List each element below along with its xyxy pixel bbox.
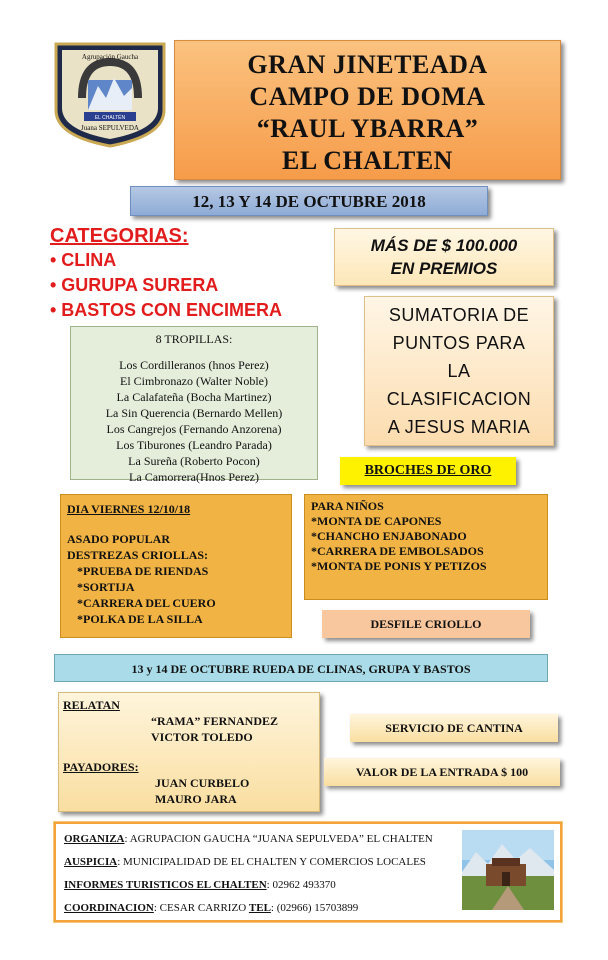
- desfile-criollo-label: DESFILE CRIOLLO: [322, 610, 530, 638]
- ninos-box: [304, 494, 548, 600]
- categorias-heading: CATEGORIAS:: [50, 225, 189, 247]
- tropilla-item: Los Cordilleranos (hnos Perez): [119, 358, 269, 372]
- broches-de-oro-label: BROCHES DE ORO: [340, 457, 516, 485]
- organiza-value: : AGRUPACION GAUCHA “JUANA SEPULVEDA” EL CHALTEN: [124, 833, 433, 845]
- coordinacion-value: : CESAR CARRIZO: [153, 902, 249, 914]
- premios-box: [334, 228, 554, 286]
- destreza-item: *POLKA DE LA SILLA: [77, 612, 203, 626]
- relator-name: VICTOR TOLEDO: [151, 730, 253, 744]
- cantina-label: SERVICIO DE CANTINA: [350, 714, 558, 742]
- premios-line-1: MÁS DE $ 100.000: [370, 236, 518, 255]
- informes-value: : 02962 493370: [266, 879, 336, 891]
- logo-bottom-text: Juana SEPULVEDA: [81, 124, 139, 132]
- tel-value: : (02966) 15703899: [270, 902, 359, 914]
- title-line-4: EL CHALTEN: [282, 146, 453, 175]
- ninos-item: *CHANCHO ENJABONADO: [311, 529, 467, 543]
- auspicia-label: AUSPICIA: [64, 856, 118, 868]
- tropilla-item: Los Cangrejos (Fernando Anzorena): [106, 422, 282, 436]
- title-line-2: CAMPO DE DOMA: [249, 82, 486, 111]
- payadores-heading: PAYADORES:: [63, 760, 139, 774]
- ninos-heading: PARA NIÑOS: [311, 499, 384, 513]
- destreza-item: *CARRERA DEL CUERO: [77, 596, 216, 610]
- tropilla-item: La Calafateña (Bocha Martinez): [116, 390, 272, 404]
- title-line-3: “RAUL YBARRA”: [256, 114, 479, 143]
- sumatoria-line: A JESUS MARIA: [387, 417, 531, 437]
- coordinacion-label: COORDINACION: [64, 902, 154, 914]
- categoria-item: • CLINA: [50, 250, 117, 270]
- title-box: [174, 40, 561, 180]
- town-entrance-photo: [462, 830, 554, 910]
- destreza-item: *PRUEBA DE RIENDAS: [77, 564, 209, 578]
- premios-line-2: EN PREMIOS: [390, 259, 498, 278]
- sumatoria-box: [364, 296, 554, 446]
- organiza-label: ORGANIZA: [64, 833, 125, 845]
- viernes-box: [60, 494, 292, 638]
- tropilla-item: La Camorrera(Hnos Perez): [129, 470, 259, 484]
- sumatoria-line: LA: [447, 361, 471, 381]
- sumatoria-line: PUNTOS PARA: [392, 333, 526, 353]
- tropillas-heading: 8 TROPILLAS:: [155, 332, 233, 346]
- payador-name: JUAN CURBELO: [155, 776, 250, 790]
- tropilla-item: La Sureña (Roberto Pocon): [128, 454, 260, 468]
- sumatoria-line: CLASIFICACION: [386, 389, 532, 409]
- relatan-heading: RELATAN: [63, 698, 120, 712]
- viernes-line-1: ASADO POPULAR: [67, 532, 171, 546]
- viernes-heading: DIA VIERNES 12/10/18: [67, 502, 191, 516]
- tropilla-item: La Sin Querencia (Bernardo Mellen): [105, 406, 283, 420]
- relator-name: “RAMA” FERNANDEZ: [151, 714, 278, 728]
- entrada-label: VALOR DE LA ENTRADA $ 100: [324, 758, 560, 786]
- tropillas-box: [70, 326, 318, 484]
- ninos-item: *CARRERA DE EMBOLSADOS: [311, 544, 484, 558]
- categorias-section: [50, 224, 282, 323]
- tropilla-item: Los Tiburones (Leandro Parada): [116, 438, 272, 452]
- logo-top-text: Agrupación Gaucha: [81, 53, 139, 61]
- informes-label: INFORMES TURISTICOS EL CHALTEN: [64, 879, 267, 891]
- agrupacion-logo: [52, 40, 168, 148]
- title-line-1: GRAN JINETEADA: [247, 50, 488, 79]
- rueda-banner: 13 y 14 DE OCTUBRE RUEDA DE CLINAS, GRUPA Y BASTOS: [54, 654, 548, 682]
- destreza-item: *SORTIJA: [77, 580, 135, 594]
- viernes-line-2: DESTREZAS CRIOLLAS:: [67, 548, 209, 562]
- logo-band-text: EL CHALTÉN: [94, 115, 126, 121]
- tropilla-item: El Cimbronazo (Walter Noble): [120, 374, 268, 388]
- relatan-box: [58, 692, 320, 812]
- sumatoria-line: SUMATORIA DE: [388, 305, 530, 325]
- payador-name: MAURO JARA: [155, 792, 237, 806]
- auspicia-value: : MUNICIPALIDAD DE EL CHALTEN Y COMERCIOS LOCALES: [117, 856, 426, 868]
- ninos-item: *MONTA DE PONIS Y PETIZOS: [311, 559, 487, 573]
- ninos-item: *MONTA DE CAPONES: [311, 514, 442, 528]
- categoria-item: • BASTOS CON ENCIMERA: [50, 300, 282, 320]
- categoria-item: • GURUPA SURERA: [50, 275, 219, 295]
- tel-label: TEL: [248, 902, 271, 914]
- event-dates: 12, 13 Y 14 DE OCTUBRE 2018: [130, 186, 488, 216]
